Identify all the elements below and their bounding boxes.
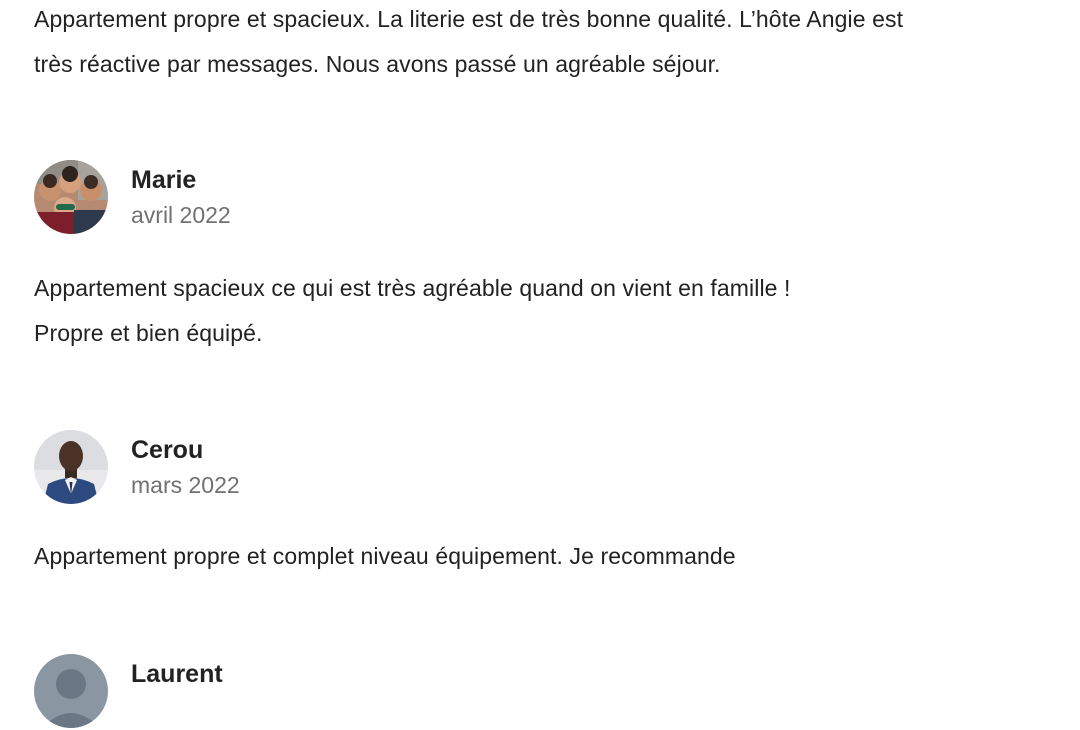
group-photo-avatar[interactable] [34,160,108,234]
reviewer-header [34,654,634,730]
reviewer-header [34,160,634,236]
review-text: Appartement propre et complet niveau équipement. Je recommande [34,543,736,569]
review-date: mars 2022 [131,472,240,498]
reviewer-header [34,430,634,506]
review-date: avril 2022 [131,202,231,228]
review-text: Appartement spacieux ce qui est très agréable quand on vient en famille ! Propre et bien équipé. [34,275,791,346]
reviewer-name[interactable]: Marie [131,166,197,194]
man-in-suit-avatar[interactable] [34,430,108,504]
default-user-avatar[interactable] [34,654,108,728]
reviewer-name[interactable]: Cerou [131,436,204,464]
review-text: Appartement propre et spacieux. La literie est de très bonne qualité. L’hôte Angie est très réactive par messages. Nous avons passé un agréable séjour. [34,6,904,77]
reviewer-name[interactable]: Laurent [131,660,223,688]
